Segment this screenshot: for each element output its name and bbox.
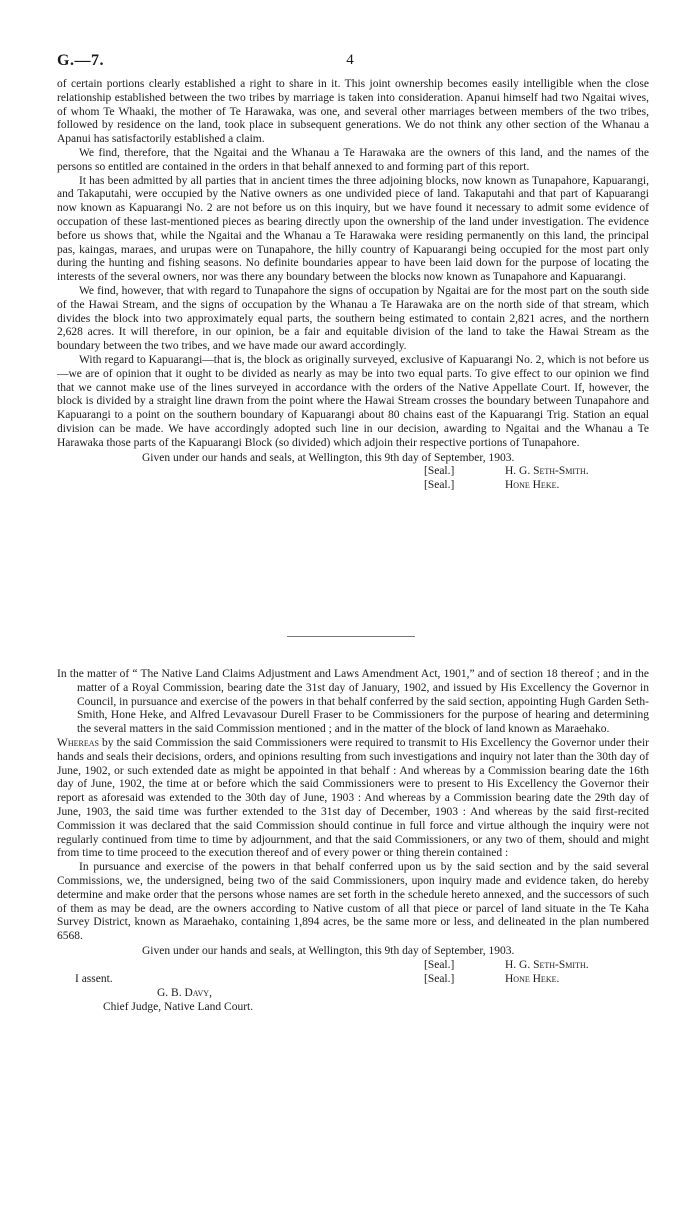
whereas-word: Whereas — [57, 736, 99, 749]
seal-label: [Seal.] — [424, 972, 455, 985]
whereas-text: by the said Commission the said Commissioners were required to transmit to His Excellency the Governor under their hands and seals their decisions, orders, and opinions resulting from such investigations and inquiry not later than the 30th day of June, 1902, or such extended date as might be appointed in that behalf : And whereas by a Commission bearing date the 16th day of June, 1902, the time at or before which the said Commissioners were to present to His Excellency the Governor their report as aforesaid was extended to the 30th day of June, 1903 : And whereas by a Commission bearing date the 29th day of June, 1903, the said time was further extended to the 31st day of December, 1903 : And whereas by the said first-recited Commission it was declared that the said Commission should continue in full force and virtue although the inquiry were not regularly continued from time to time by adjournment, and that the said Commissioners, or any two of them, should and might from time to time proceed to the execution thereof and of every power or thing therein contained : — [57, 736, 649, 860]
document-reference: G.—7. — [57, 52, 104, 69]
signatory-name: H. G. Seth-Smith. — [505, 958, 589, 971]
paragraph: of certain portions clearly established a right to share in it. This joint ownership becomes easily intelligible when the close relationship established between the two tribes by marriage is taken into consideration. Apanui himself had two Ngaitai wives, of whom Te Whaaki, the mother of Te Harawaka, was one, and several other marriages between members of the two tribes, followed by residence on the land, took place in subsequent generations. We do not think any other section of the Whanau a Apanui has satisfactorily established a claim. — [57, 78, 649, 146]
page-number: 4 — [346, 52, 354, 68]
paragraph: In pursuance and exercise of the powers in that behalf conferred upon us by the said section and by the said several Commissions, we, the undersigned, being two of the said Commissioners, upon inquiry made and evidence taken, do hereby determine and make order that the persons whose names are set forth in the schedule hereto annexed, and the successors of such of them as may be dead, are the owners according to Native custom of all that piece or parcel of land situate in the Te Kaha Survey District, known as Maraehako, containing 1,894 acres, be the same more or less, and delineated in the plan numbered 6568. — [57, 861, 649, 943]
report-body — [57, 78, 649, 493]
seal-label: [Seal.] — [424, 479, 455, 492]
whereas-paragraph — [57, 737, 649, 861]
given-line: Given under our hands and seals, at Wellington, this 9th day of September, 1903. — [142, 944, 515, 957]
paragraph: With regard to Kapuarangi—that is, the block as originally surveyed, exclusive of Kapuarangi No. 2, which is not before us—we are of opinion that it ought to be divided as nearly as may be into two equal parts. To give effect to our opinion we find that we cannot make use of the lines surveyed in accordance with the orders of the Native Appellate Court. If, however, the block is divided by a straight line drawn from the point where the Hawai Stream crosses the boundary between Tunapahore and Kapuarangi to a point on the southern boundary of Kapuarangi about 80 chains east of the Kapuarangi Trig. Station an equal division can be made. We have accordingly adopted such line in our decision, awarding to Ngaitai and the Whanau a Te Harawaka those parts of the Kapuarangi Block (so divided) which adjoin their respective portions of Tunapahore. — [57, 353, 649, 449]
matter-heading: In the matter of “ The Native Land Claims Adjustment and Laws Amendment Act, 1901,” and of section 18 thereof ; and in the matter of a Royal Commission, bearing date the 31st day of January, 1902, and issued by His Excellency the Governor in Council, in pursuance and exercise of the powers in that behalf conferred by the said section, appointing Hugh Garden Seth-Smith, Hone Heke, and Alfred Levavasour Durell Fraser to be Commissioners for the purpose of hearing and determining the several matters in the said Commission mentioned ; and in the matter of the block of land known as Maraehako. — [57, 668, 649, 736]
signatory-name: Hone Heke. — [505, 479, 560, 492]
section-divider — [287, 636, 415, 637]
paragraph: We find, however, that with regard to Tunapahore the signs of occupation by Ngaitai are for the most part on the south side of the Hawai Stream, and the signs of occupation by the Whanau a Te Harawaka are on the north side of that stream, which divides the block into two approximately equal parts, the southern being estimated to contain 2,821 acres, and the northern 2,628 acres. It will therefore, in our opinion, be a fair and equitable division of the land to take the Hawai Stream as the boundary between the two tribes, and we have made our award accordingly. — [57, 284, 649, 353]
given-line: Given under our hands and seals, at Wellington, this 9th day of September, 1903. — [142, 451, 515, 464]
page-header — [57, 52, 647, 72]
signatory-name: Hone Heke. — [505, 972, 560, 985]
judge-name: G. B. Davy, — [157, 986, 212, 999]
paragraph: It has been admitted by all parties that in ancient times the three adjoining blocks, now known as Tunapahore, Kapuarangi, and Takaputahi, were occupied by the Native owners as one undivided piece of land. Takaputahi and that part of Kapuarangi now known as Kapuarangi No. 2 are not before us on this inquiry, but we have found it necessary to admit some evidence of occupation of these last-mentioned pieces as bearing directly upon the ownership of the land under investigation. The evidence before us shows that, while the Ngaitai and the Whanau a Te Harawaka were residing permanently on this land, the principal pas, kaingas, maraes, and urupas were on Tunapahore, the hilly country of Kapuarangi being occupied for the most part only during the hunting and fishing seasons. No definite boundaries appear to have been laid down for the purpose of locating the interests of the several owners, nor was there any boundary between the blocks now known as Tunapahore and Kapuarangi. — [57, 174, 649, 284]
order-body — [57, 668, 649, 1029]
judge-title: Chief Judge, Native Land Court. — [103, 1000, 254, 1013]
assent-block — [57, 959, 649, 1029]
paragraph: We find, therefore, that the Ngaitai and the Whanau a Te Harawaka are the owners of this land, and the names of the persons so entitled are contained in the orders in that behalf annexed to and forming part of this report. — [57, 146, 649, 173]
seal-label: [Seal.] — [424, 465, 455, 478]
seal-label: [Seal.] — [424, 958, 455, 971]
signature-block — [57, 465, 649, 493]
assent-text: I assent. — [75, 972, 113, 985]
signatory-name: H. G. Seth-Smith. — [505, 465, 589, 478]
